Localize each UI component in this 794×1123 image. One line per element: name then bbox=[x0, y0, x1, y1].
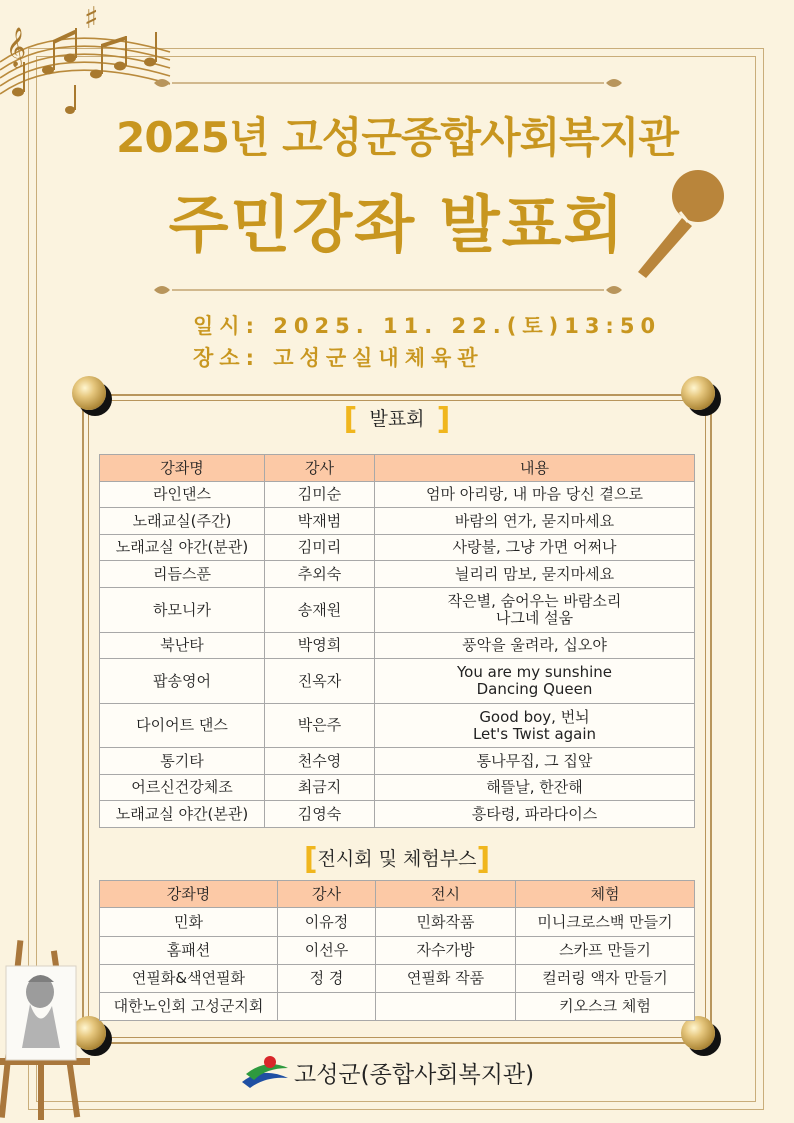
col-header-course: 강좌명 bbox=[100, 455, 265, 482]
footer-org: 고성군(종합사회복지관) bbox=[294, 1062, 535, 1088]
table-row: 통기타 천수영 통나무집, 그 집앞 bbox=[100, 748, 695, 775]
title-line1: 2025년 고성군종합사회복지관 bbox=[116, 113, 678, 162]
table-header-row bbox=[100, 881, 695, 908]
table-row: 민화 이유정 민화작품 미니크로스백 만들기 bbox=[100, 908, 695, 937]
section2-title: [전시회 및 체험부스] bbox=[303, 842, 491, 877]
table-row: 어르신건강체조 최금지 해뜰날, 한잔해 bbox=[100, 775, 695, 801]
date-line: 일시: 2025. 11. 22.(토)13:50 bbox=[193, 314, 662, 338]
table-row: 연필화&색연필화 정 경 연필화 작품 컬러링 액자 만들기 bbox=[100, 965, 695, 993]
col-header-course: 강좌명 bbox=[100, 881, 278, 908]
easel-icon bbox=[0, 940, 95, 1120]
top-ornament-divider bbox=[152, 76, 624, 90]
section1-title: [ 발표회 ] bbox=[343, 402, 451, 437]
pin-bottom-right bbox=[681, 1016, 715, 1050]
svg-text:♯: ♯ bbox=[84, 1, 99, 36]
table-row: 대한노인회 고성군지회 키오스크 체험 bbox=[100, 993, 695, 1021]
svg-text:𝄞: 𝄞 bbox=[6, 27, 27, 67]
table-row: 노래교실(주간) 박재범 바람의 연가, 묻지마세요 bbox=[100, 508, 695, 535]
table-row: 노래교실 야간(분관) 김미리 사랑불, 그냥 가면 어쩌나 bbox=[100, 535, 695, 561]
table-row: 하모니카 송재원 작은별, 숨어우는 바람소리 나그네 설움 bbox=[100, 588, 695, 633]
table-row: 북난타 박영희 풍악을 울려라, 십오야 bbox=[100, 633, 695, 659]
table-row: 홈패션 이선우 자수가방 스카프 만들기 bbox=[100, 937, 695, 965]
performance-table bbox=[99, 454, 695, 828]
bottom-ornament-divider bbox=[152, 283, 624, 297]
col-header-teacher: 강사 bbox=[278, 881, 376, 908]
col-header-exhibit: 전시 bbox=[376, 881, 516, 908]
col-header-content: 내용 bbox=[375, 455, 695, 482]
table-row: 노래교실 야간(본관) 김영숙 흥타령, 파라다이스 bbox=[100, 801, 695, 828]
exhibition-table bbox=[99, 880, 695, 1021]
table-header-row bbox=[100, 455, 695, 482]
place-line: 장소: 고성군실내체육관 bbox=[193, 346, 484, 370]
title-line2: 주민강좌 발표회 bbox=[168, 188, 626, 261]
table-row: 다이어트 댄스 박은주 Good boy, 번뇌 Let's Twist again bbox=[100, 704, 695, 748]
table-row: 라인댄스 김미순 엄마 아리랑, 내 마음 당신 곁으로 bbox=[100, 482, 695, 508]
microphone-icon bbox=[620, 160, 740, 280]
col-header-experience: 체험 bbox=[516, 881, 695, 908]
table-row: 팝송영어 진옥자 You are my sunshine Dancing Queen bbox=[100, 659, 695, 704]
col-header-teacher: 강사 bbox=[265, 455, 375, 482]
table-row: 리듬스푼 추외숙 늴리리 맘보, 묻지마세요 bbox=[100, 561, 695, 588]
